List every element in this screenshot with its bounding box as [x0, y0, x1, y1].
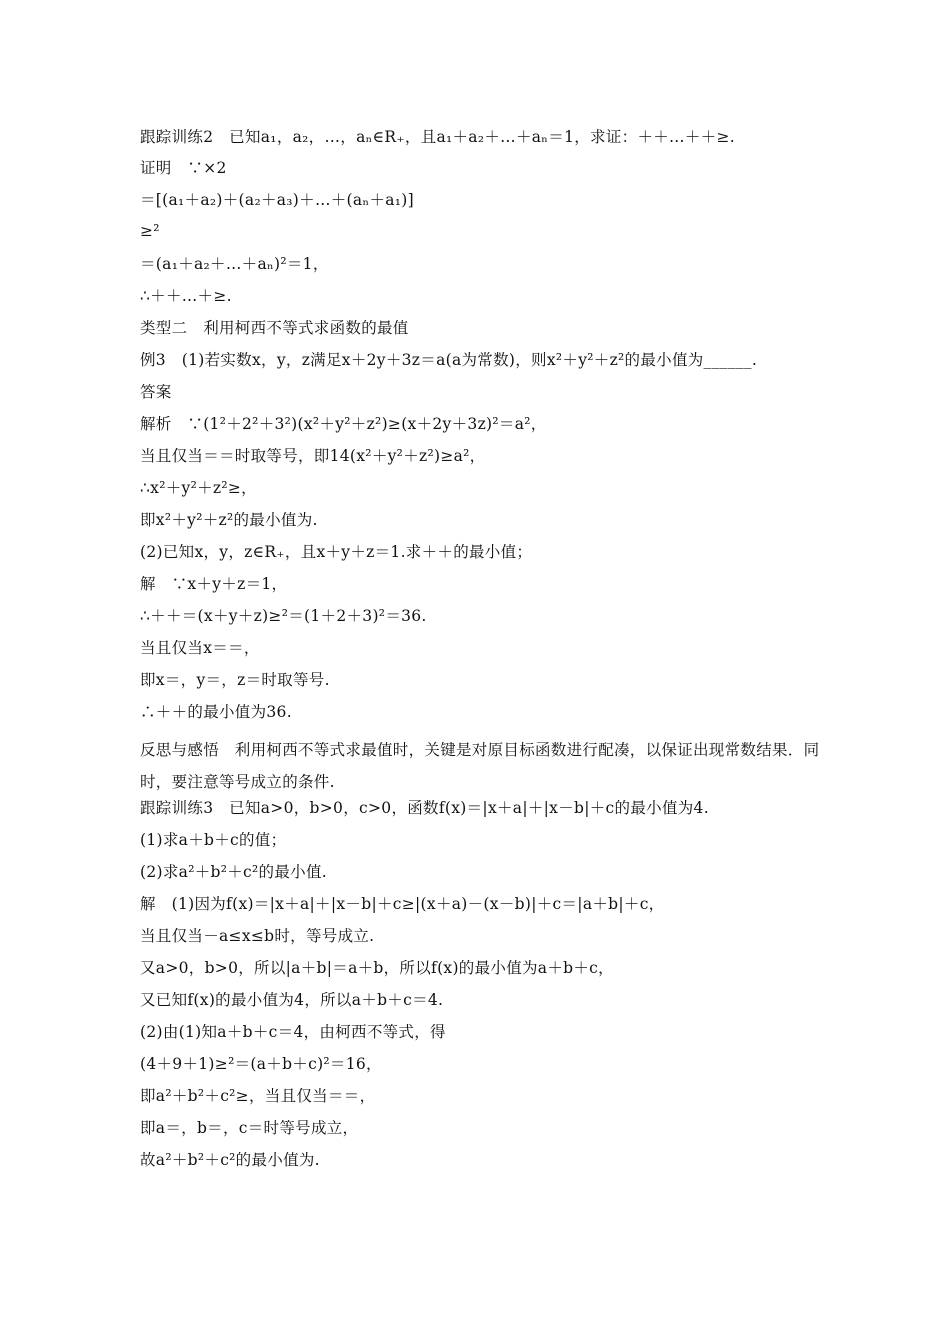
proof-line-2: ＝[(a₁＋a₂)＋(a₂＋a₃)＋…＋(aₙ＋a₁)]: [140, 191, 414, 209]
exercise-3-question-2: (2)求a²＋b²＋c²的最小值.: [140, 863, 327, 881]
exercise-3-solution-4: 又已知f(x)的最小值为4，所以a＋b＋c＝4.: [140, 991, 444, 1009]
solution-line-3: 当且仅当x＝＝，: [140, 639, 260, 657]
section-heading-type-2: 类型二 利用柯西不等式求函数的最值: [140, 319, 409, 337]
exercise-3-solution-8: 即a＝，b＝，c＝时等号成立，: [140, 1119, 359, 1137]
analysis-line-2: 当且仅当＝＝时取等号，即14(x²＋y²＋z²)≥a²，: [140, 447, 486, 465]
exercise-3-question-1: (1)求a＋b＋c的值；: [140, 831, 287, 849]
exercise-3-solution-3: 又a>0，b>0，所以|a＋b|＝a＋b，所以f(x)的最小值为a＋b＋c，: [140, 959, 614, 977]
exercise-3-solution-5: (2)由(1)知a＋b＋c＝4，由柯西不等式，得: [140, 1023, 446, 1041]
solution-line-4: 即x＝，y＝，z＝时取等号.: [140, 671, 330, 689]
proof-line-4: ＝(a₁＋a₂＋…＋aₙ)²＝1，: [140, 255, 329, 273]
answer-label: 答案: [140, 383, 172, 401]
exercise-3-statement: 跟踪训练3 已知a>0，b>0，c>0，函数f(x)＝|x＋a|＋|x－b|＋c的最小值为4.: [140, 799, 709, 817]
exercise-3-solution-2: 当且仅当－a≤x≤b时，等号成立.: [140, 927, 375, 945]
exercise-3-solution-9: 故a²＋b²＋c²的最小值为.: [140, 1151, 320, 1169]
analysis-line-3: ∴x²＋y²＋z²≥，: [140, 479, 257, 497]
analysis-line-1: 解析 ∵(1²＋2²＋3²)(x²＋y²＋z²)≥(x＋2y＋3z)²＝a²，: [140, 415, 547, 433]
proof-conclusion: ∴＋＋…＋≥.: [140, 287, 232, 305]
solution-line-5: ∴＋＋的最小值为36.: [140, 703, 292, 721]
exercise-3-solution-7: 即a²＋b²＋c²≥，当且仅当＝＝，: [140, 1087, 376, 1105]
proof-line-3: ≥²: [140, 222, 160, 240]
example-3-part-1: 例3 (1)若实数x，y，z满足x＋2y＋3z＝a(a为常数)，则x²＋y²＋z²的最小值为______.: [140, 351, 758, 369]
analysis-line-4: 即x²＋y²＋z²的最小值为.: [140, 511, 318, 529]
exercise-2-statement: 跟踪训练2 已知a₁，a₂，…，aₙ∈R₊，且a₁＋a₂＋…＋aₙ＝1，求证：＋＋…＋＋≥.: [140, 128, 735, 146]
proof-line-1: 证明 ∵×2: [140, 159, 227, 177]
solution-line-1: 解 ∵x＋y＋z＝1，: [140, 575, 288, 593]
example-3-part-2: (2)已知x，y，z∈R₊，且x＋y＋z＝1.求＋＋的最小值；: [140, 543, 533, 561]
reflection-paragraph: 反思与感悟 利用柯西不等式求最值时，关键是对原目标函数进行配凑，以保证出现常数结果．同时，要注意等号成立的条件.: [140, 741, 820, 791]
exercise-3-solution-1: 解 (1)因为f(x)＝|x＋a|＋|x－b|＋c≥|(x＋a)－(x－b)|＋c＝|a＋b|＋c，: [140, 895, 665, 913]
solution-line-2: ∴＋＋＝(x＋y＋z)≥²＝(1＋2＋3)²＝36.: [140, 607, 427, 625]
exercise-3-solution-6: (4＋9＋1)≥²＝(a＋b＋c)²＝16，: [140, 1055, 382, 1073]
